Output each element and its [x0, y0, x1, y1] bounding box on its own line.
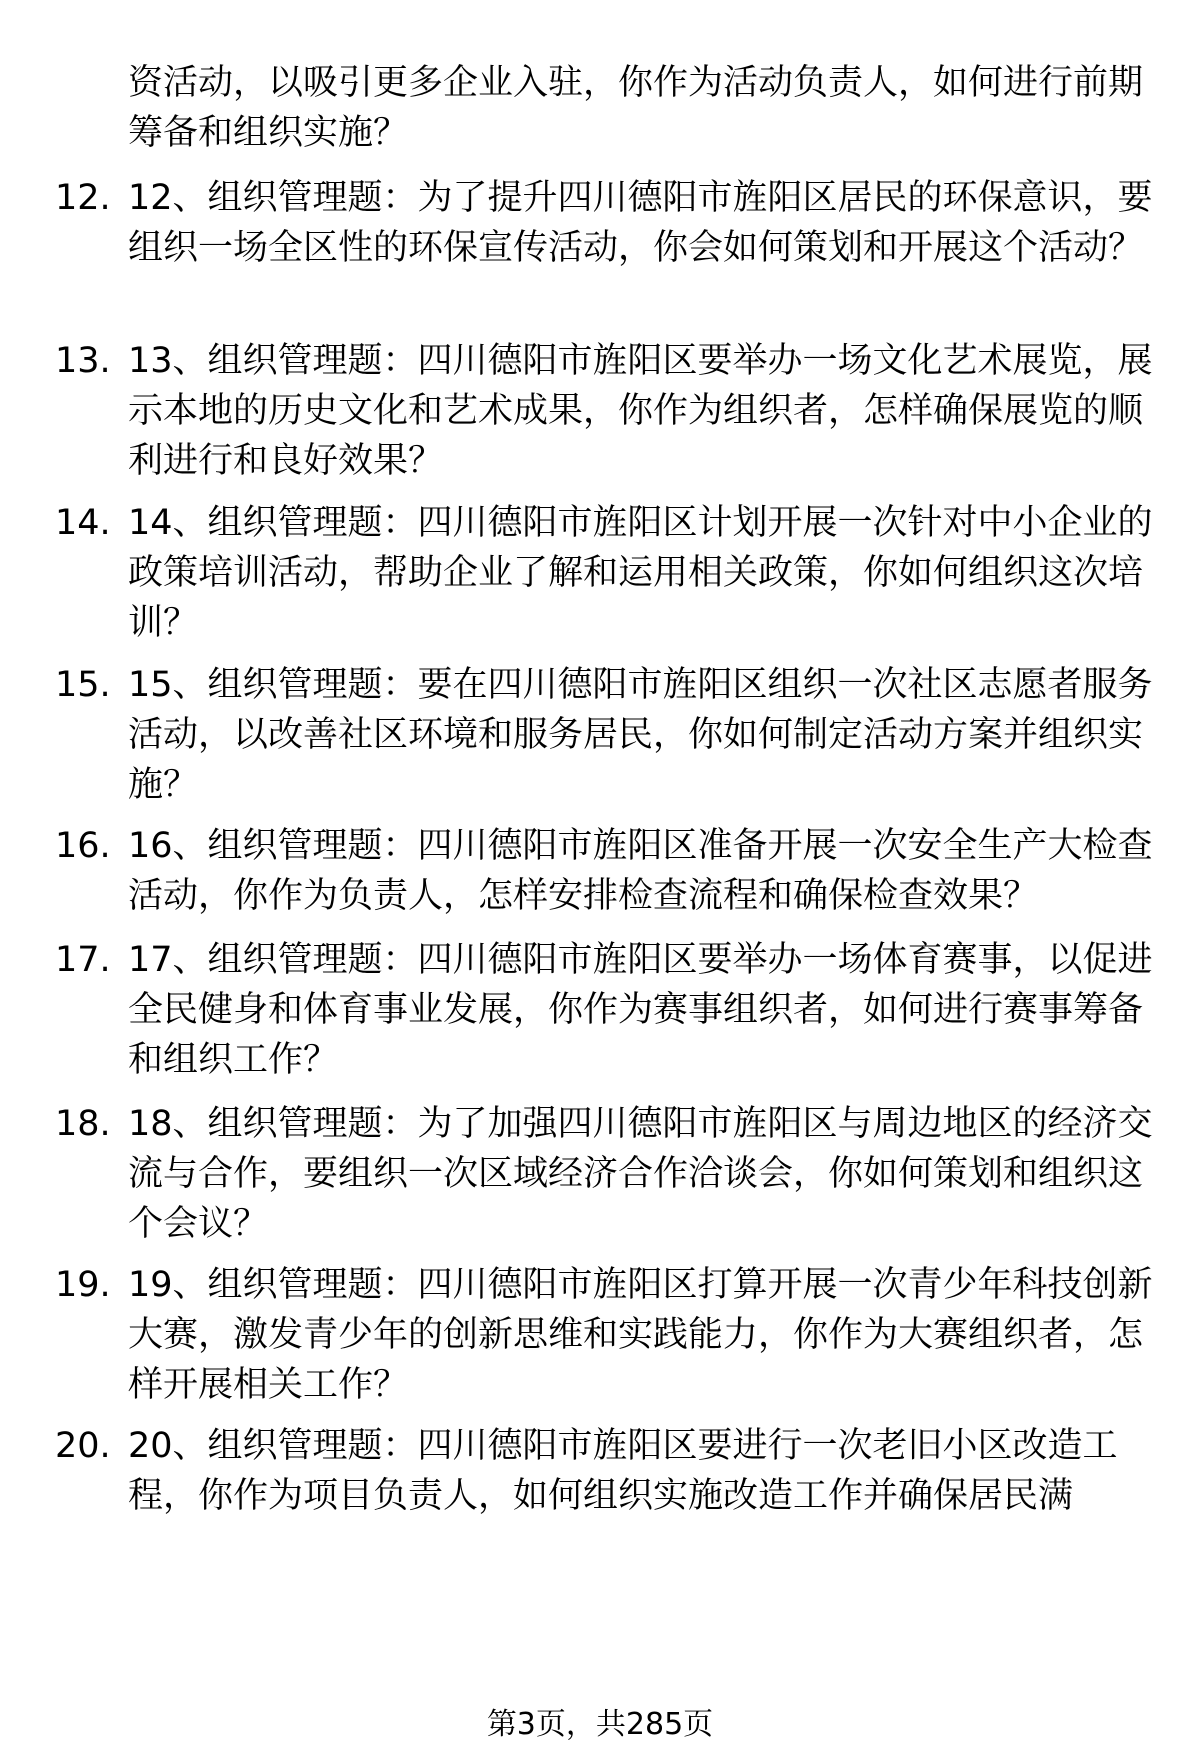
item-text: 16、组织管理题：四川德阳市旌阳区准备开展一次安全生产大检查活动，你作为负责人，怎样安排检查流程和确保检查效果？ — [128, 826, 1153, 916]
page-number: 第3页，共285页 — [486, 1707, 714, 1742]
item-number: 14. — [55, 503, 111, 543]
item-text: 15、组织管理题：要在四川德阳市旌阳区组织一次社区志愿者服务活动，以改善社区环境和服务居民，你如何制定活动方案并组织实施？ — [128, 665, 1153, 805]
continuation-paragraph: 资活动，以吸引更多企业入驻，你作为活动负责人，如何进行前期筹备和组织实施？ — [128, 63, 1144, 153]
item-number: 15. — [55, 665, 111, 705]
item-number: 16. — [55, 826, 111, 866]
item-number: 13. — [55, 341, 111, 381]
item-number: 18. — [55, 1104, 111, 1144]
item-text: 13、组织管理题：四川德阳市旌阳区要举办一场文化艺术展览，展示本地的历史文化和艺术成果，你作为组织者，怎样确保展览的顺利进行和良好效果？ — [128, 341, 1153, 481]
item-text: 12、组织管理题：为了提升四川德阳市旌阳区居民的环保意识，要组织一场全区性的环保宣传活动，你会如何策划和开展这个活动？ — [128, 178, 1153, 268]
item-number: 19. — [55, 1265, 111, 1305]
item-text: 18、组织管理题：为了加强四川德阳市旌阳区与周边地区的经济交流与合作，要组织一次区域经济合作洽谈会，你如何策划和组织这个会议？ — [128, 1104, 1153, 1244]
item-text: 14、组织管理题：四川德阳市旌阳区计划开展一次针对中小企业的政策培训活动，帮助企业了解和运用相关政策，你如何组织这次培训？ — [128, 503, 1153, 643]
item-number: 17. — [55, 940, 111, 980]
item-number: 12. — [55, 178, 111, 218]
item-text: 20、组织管理题：四川德阳市旌阳区要进行一次老旧小区改造工程，你作为项目负责人，如何组织实施改造工作并确保居民满 — [128, 1426, 1118, 1516]
item-text: 19、组织管理题：四川德阳市旌阳区打算开展一次青少年科技创新大赛，激发青少年的创新思维和实践能力，你作为大赛组织者，怎样开展相关工作？ — [128, 1265, 1153, 1405]
item-text: 17、组织管理题：四川德阳市旌阳区要举办一场体育赛事，以促进全民健身和体育事业发展，你作为赛事组织者，如何进行赛事筹备和组织工作？ — [128, 940, 1153, 1080]
item-number: 20. — [55, 1426, 111, 1466]
